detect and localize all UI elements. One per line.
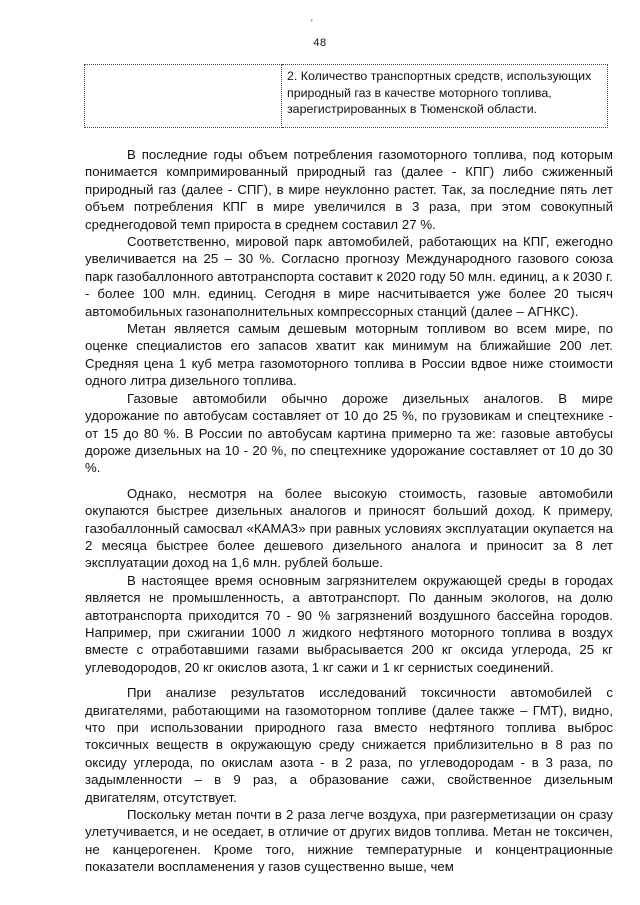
paragraph: Соответственно, мировой парк автомобилей, работающих на КПГ, ежегодно увеличивается на 25 – 30 %. Согласно прогнозу Международного газового союза парк газобаллонного автотранспорта составит к 2020 году 50 млн. единиц, а к 2030 г. - более 100 млн. единиц. Сегодня в мире насчитывается уже более 20 тысяч автомобильных газонаполнительных компрессорных станций (далее – АГНКС). (85, 234, 613, 319)
paragraph: Метан является самым дешевым моторным топливом во всем мире, по оценке специалистов его запасов хватит как минимум на ближайшие 200 лет. Средняя цена 1 куб метра газомоторного топлива в России вдвое ниже стоимости одного литра дизельного топлива. (85, 321, 613, 389)
paragraph: В настоящее время основным загрязнителем окружающей среды в городах является не промышленность, а автотранспорт. По данным экологов, на долю автотранспорта приходится 70 - 90 % загрязнений воздушного бассейна городов. Например, при сжигании 1000 л жидкого нефтяного моторного топлива в воздух вместе с отработавшими газами выбрасывается 200 кг оксида углерода, 25 кг углеводородов, 20 кг окислов азота, 1 кг сажи и 1 кг сернистых соединений. (85, 572, 613, 675)
paragraph: При анализе результатов исследований токсичности автомобилей с двигателями, работающими на газомоторном топливе (далее также – ГМТ), видно, что при использовании природного газа вместо нефтяного топлива выброс токсичных веществ в окружающую среду снижается приблизительно в 8 раз по оксиду углерода, по окислам азота - в 2 раза, по углеводородам - в 3 раза, по задымленности – в 9 раз, а образование сажи, свойственное дизельным двигателям, отсутствует. (85, 685, 613, 805)
paragraph: В последние годы объем потребления газомоторного топлива, под которым понимается компримированный природный газ (далее - КПГ) либо сжиженный природный газ (далее - СПГ), в мире неуклонно растет. Так, за последние пять лет объем потребления КПГ в мире увеличился в 3 раза, при этом совокупный среднегодовой темп прироста в среднем составил 27 %. (85, 147, 613, 232)
paragraph: Однако, несмотря на более высокую стоимость, газовые автомобили окупаются быстрее дизельных аналогов и приносят больший доход. К примеру, газобаллонный самосвал «КАМАЗ» при равных условиях эксплуатации окупается на 2 месяца быстрее более дешевого дизельного аналога и приносит за 8 лет эксплуатации доход на 1,6 млн. рублей больше. (85, 485, 613, 571)
body-text (85, 146, 613, 876)
stray-mark: ' (311, 18, 313, 28)
table-row (85, 65, 608, 128)
paragraph: Газовые автомобили обычно дороже дизельных аналогов. В мире удорожание по автобусам составляет от 10 до 25 %, по грузовикам и спецтехнике - от 15 до 80 %. В России по автобусам картина примерно та же: газовые автобусы дороже дизельных на 10 - 20 %, по спецтехнике удорожание составляет от 10 до 30 %. (85, 390, 613, 476)
page-number: 48 (313, 37, 327, 49)
table-cell-indicator: 2. Количество транспортных средств, использующих природный газ в качестве моторного топлива, зарегистрированных в Тюменской области. (282, 65, 608, 128)
table-cell-empty (85, 65, 282, 128)
indicator-table (84, 64, 608, 128)
paragraph: Поскольку метан почти в 2 раза легче воздуха, при разгерметизации он сразу улетучивается, и не оседает, в отличие от других видов топлива. Метан не токсичен, не канцерогенен. Кроме того, нижние температурные и концентрационные показатели воспламенения у газов существенно выше, чем (85, 807, 613, 875)
